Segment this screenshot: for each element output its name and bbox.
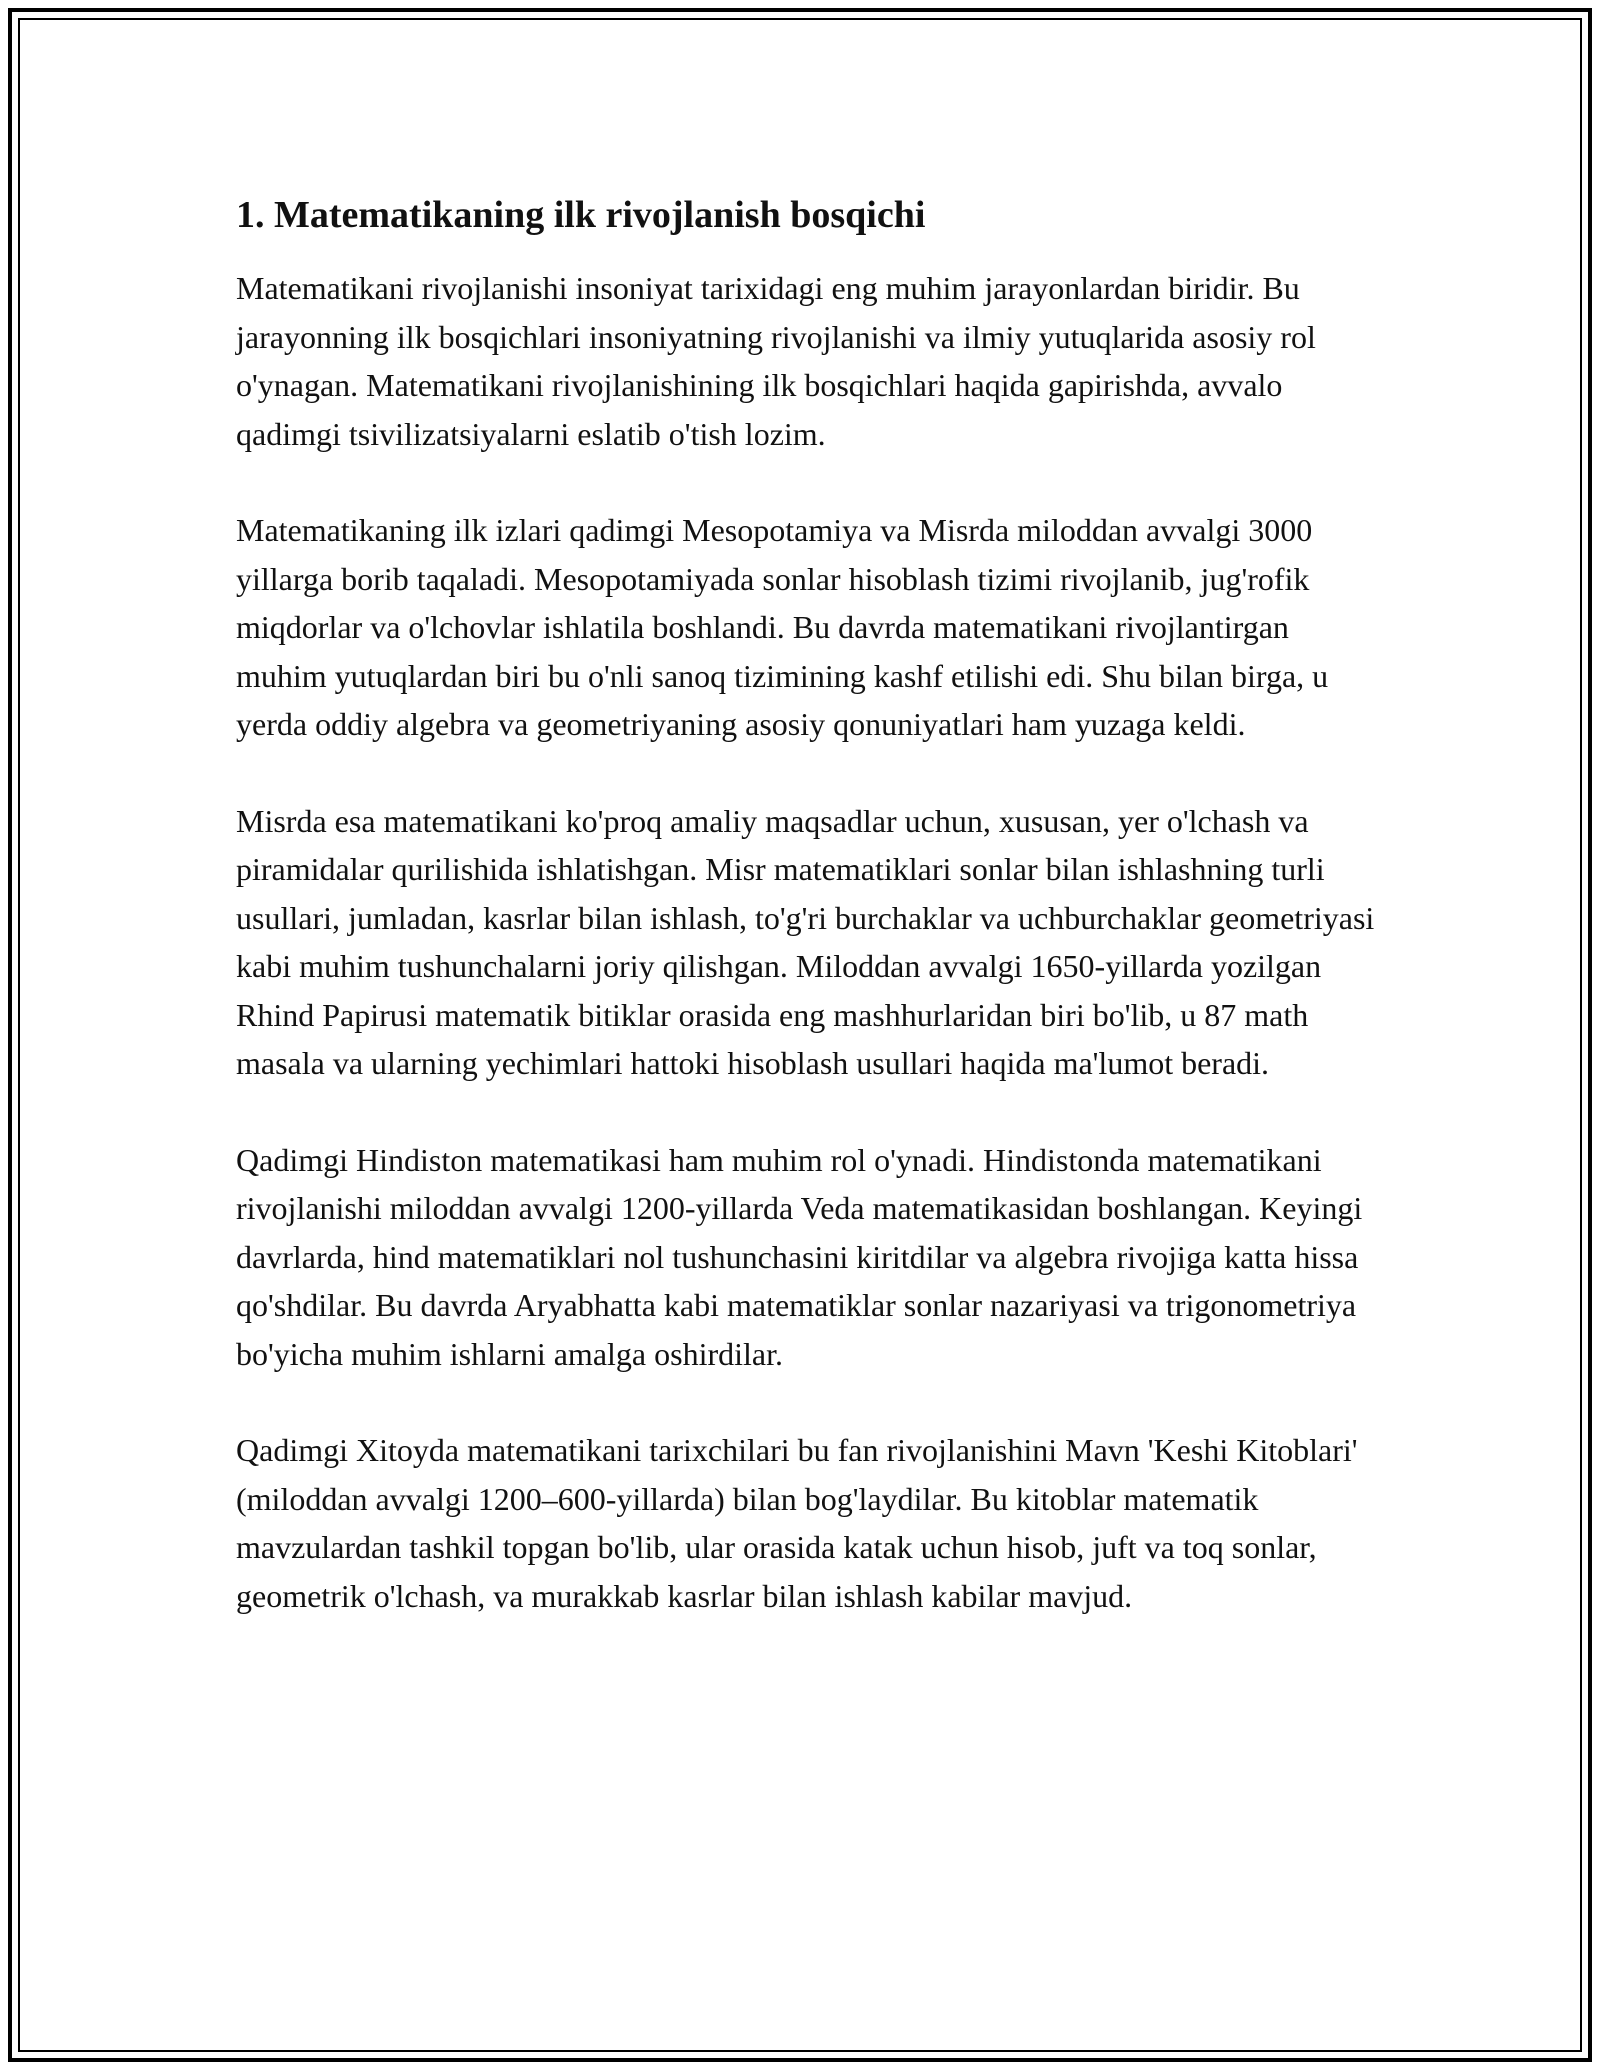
paragraph-egypt: Misrda esa matematikani ko'proq amaliy maqsadlar uchun, xususan, yer o'lchash va piramidalar qurilishida ishlatishgan. Misr matematiklari sonlar bilan ishlashning turli usullari, jumladan, kasrlar bilan ishlash, to'g'ri burchaklar va uchburchaklar geometriyasi kabi muhim tushunchalarni joriy qilishgan. Miloddan avvalgi 1650-yillarda yozilgan Rhind Papirusi matematik bitiklar orasida eng mashhurlaridan biri bo'lib, u 87 math masala va ularning yechimlari hattoki hisoblash usullari haqida ma'lumot beradi. <box>236 802 1375 1081</box>
paragraph-china: Qadimgi Xitoyda matematikani tarixchilari bu fan rivojlanishini Mavn 'Keshi Kitoblari' (miloddan avvalgi 1200–600-yillarda) bilan bog'laydilar. Bu kitoblar matematik mavzulardan tashkil topgan bo'lib, ular orasida katak uchun hisob, juft va toq sonlar, geometrik o'lchash, va murakkab kasrlar bilan ishlash kabilar mavjud. <box>236 1432 1358 1614</box>
section-heading: 1. Matematikaning ilk rivojlanish bosqichi <box>236 194 926 236</box>
paragraph-india: Qadimgi Hindiston matematikasi ham muhim rol o'ynadi. Hindistonda matematikani rivojlanishi miloddan avvalgi 1200-yillarda Veda matematikasidan boshlangan. Keyingi davrlarda, hind matematiklari nol tushunchasini kiritdilar va algebra rivojiga katta hissa qo'shdilar. Bu davrda Aryabhatta kabi matematiklar sonlar nazariyasi va trigonometriya bo'yicha muhim ishlarni amalga oshirdilar. <box>236 1141 1363 1372</box>
paragraph-mesopotamia: Matematikaning ilk izlari qadimgi Mesopotamiya va Misrda miloddan avvalgi 3000 yillarga borib taqaladi. Mesopotamiyada sonlar hisoblash tizimi rivojlanib, jug'rofik miqdorlar va o'lchovlar ishlatila boshlandi. Bu davrda matematikani rivojlantirgan muhim yutuqlardan biri bu o'nli sanoq tizimining kashf etilishi edi. Shu bilan birga, u yerda oddiy algebra va geometriyaning asosiy qonuniyatlari ham yuzaga keldi. <box>236 512 1329 742</box>
paragraph-intro: Matematikani rivojlanishi insoniyat tarixidagi eng muhim jarayonlardan biridir. Bu jarayonning ilk bosqichlari insoniyatning rivojlanishi va ilmiy yutuqlarida asosiy rol o'ynagan. Matematikani rivojlanishining ilk bosqichlari haqida gapirishda, avvalo qadimgi tsivilizatsiyalarni eslatib o'tish lozim. <box>236 270 1316 452</box>
document-body <box>236 188 1386 1620</box>
